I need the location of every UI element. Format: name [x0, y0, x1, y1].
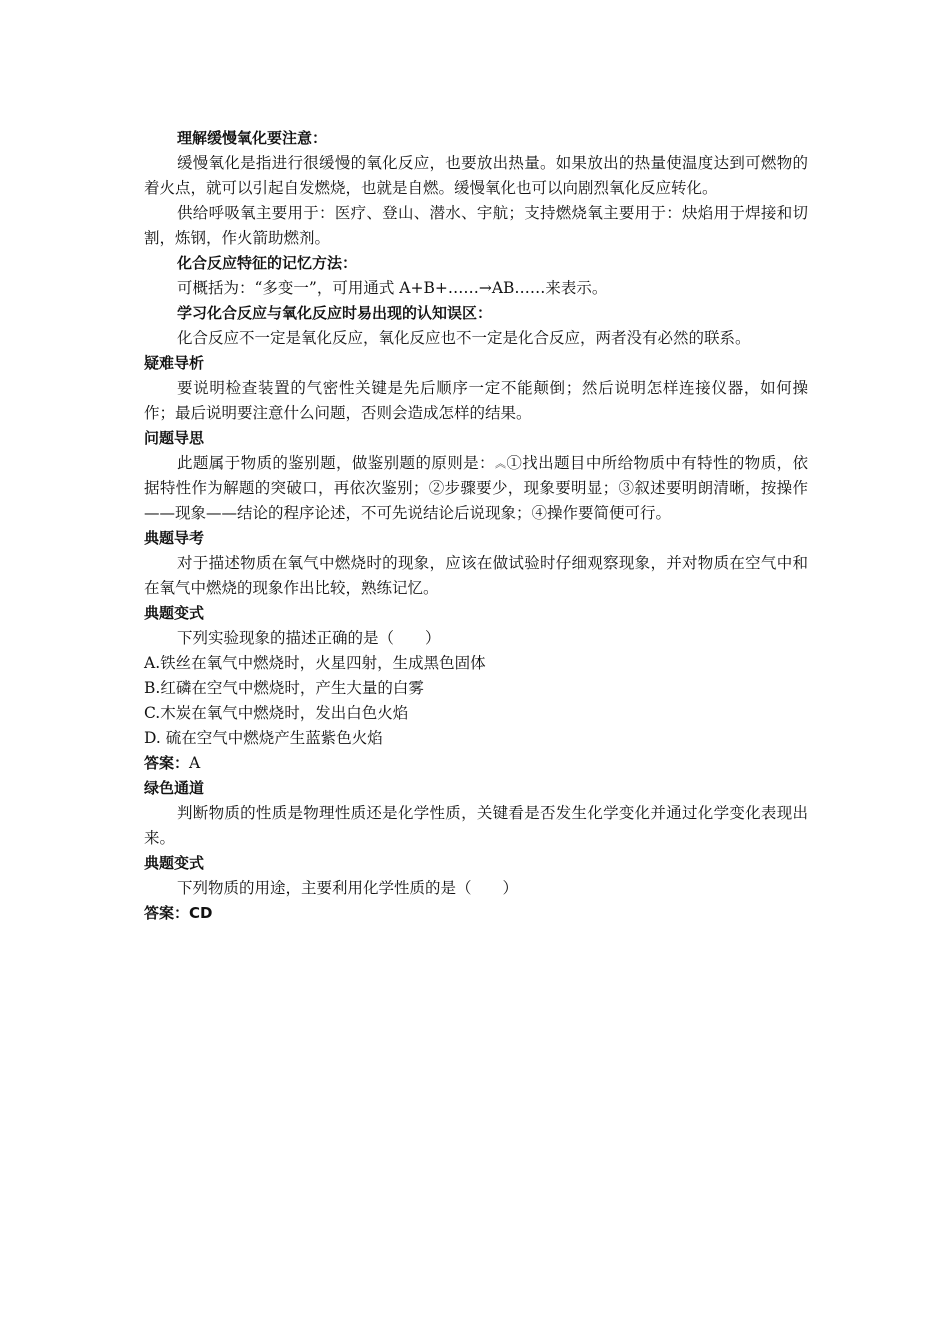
section-heading: 疑难导析 — [144, 354, 205, 372]
paragraph — [144, 451, 808, 526]
section-heading: 典题变式 — [144, 854, 205, 872]
section-heading: 绿色通道 — [144, 779, 205, 797]
paragraph: 可概括为：“多变一”，可用通式 A+B+……→AB……来表示。 — [177, 279, 608, 297]
question: 下列实验现象的描述正确的是（ ） — [177, 629, 441, 647]
answer-value: A — [189, 754, 201, 772]
option-a: A.铁丝在氧气中燃烧时，火星四射，生成黑色固体 — [144, 654, 486, 672]
question: 下列物质的用途，主要利用化学性质的是（ ） — [177, 879, 519, 897]
paragraph: 要说明检查装置的气密性关键是先后顺序一定不能颠倒；然后说明怎样连接仪器，如何操作；最后说明要注意什么问题，否则会造成怎样的结果。 — [144, 379, 808, 422]
option-b: B.红磷在空气中燃烧时，产生大量的白雾 — [144, 679, 424, 697]
subheading-misconceptions: 学习化合反应与氧化反应时易出现的认知误区： — [177, 304, 493, 322]
paragraph: 化合反应不一定是氧化反应，氧化反应也不一定是化合反应，两者没有必然的联系。 — [177, 329, 751, 347]
answer-label: 答案： — [144, 754, 190, 772]
paragraph-text: 此题属于物质的鉴别题，做鉴别题的原则是： — [177, 454, 495, 472]
answer-value: CD — [189, 904, 213, 922]
paragraph-text: ①找出题目中所给物质中有特性的物质，依据特性作为解题的突破口，再依次鉴别；②步骤要少，现象要明显；③叙述要明朗清晰，按操作——现象——结论的程序论述，不可先说结论后说现象；④操作要简便可行。 — [144, 454, 808, 522]
section-heading: 问题导思 — [144, 429, 205, 447]
option-c: C.木炭在氧气中燃烧时，发出白色火焰 — [144, 704, 409, 722]
paragraph: 供给呼吸氧主要用于：医疗、登山、潜水、宇航；支持燃烧氧主要用于：炔焰用于焊接和切割，炼钢，作火箭助燃剂。 — [144, 204, 808, 247]
subheading-combination-memory: 化合反应特征的记忆方法： — [177, 254, 358, 272]
section-heading: 典题变式 — [144, 604, 205, 622]
answer-line — [144, 751, 808, 776]
answer-label: 答案： — [144, 904, 190, 922]
document-body — [144, 126, 808, 926]
answer-line — [144, 901, 808, 926]
mark-glyph: ︽ — [494, 457, 507, 470]
paragraph: 对于描述物质在氧气中燃烧时的现象，应该在做试验时仔细观察现象，并对物质在空气中和在氧气中燃烧的现象作出比较，熟练记忆。 — [144, 554, 808, 597]
option-d: D. 硫在空气中燃烧产生蓝紫色火焰 — [144, 729, 383, 747]
paragraph: 判断物质的性质是物理性质还是化学性质，关键看是否发生化学变化并通过化学变化表现出来。 — [144, 804, 808, 847]
subheading-slow-oxidation: 理解缓慢氧化要注意： — [177, 129, 328, 147]
section-heading: 典题导考 — [144, 529, 205, 547]
paragraph: 缓慢氧化是指进行很缓慢的氧化反应，也要放出热量。如果放出的热量使温度达到可燃物的着火点，就可以引起自发燃烧，也就是自燃。缓慢氧化也可以向剧烈氧化反应转化。 — [144, 154, 808, 197]
